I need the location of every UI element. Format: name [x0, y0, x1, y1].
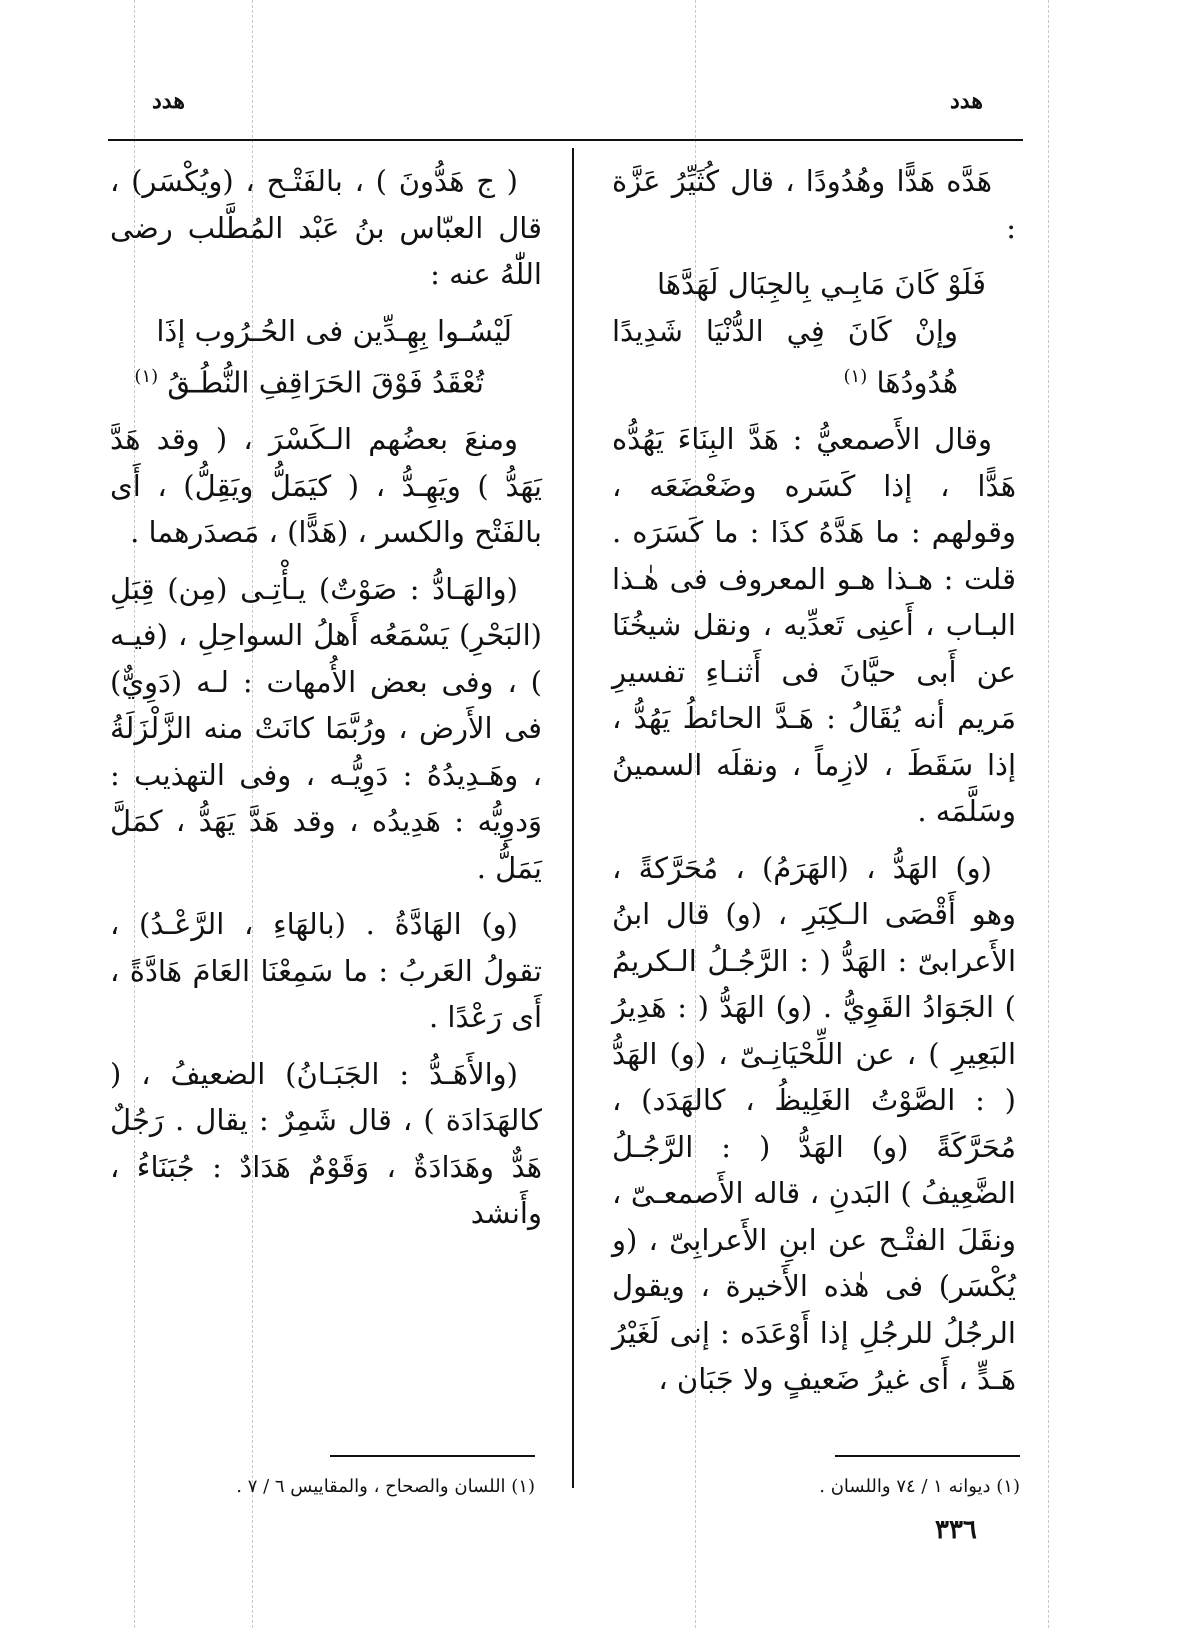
verse-second-hemistich — [110, 354, 512, 406]
page-number: ٣٣٦ — [935, 1515, 977, 1545]
footnote-marker: (١) — [843, 366, 868, 387]
margin-guide-right — [1048, 0, 1049, 1628]
poetry-verse — [612, 261, 1016, 406]
running-head-left: هدد — [152, 88, 185, 114]
verse-second-text: وإنْ كَانَ فِي الدُّنْيَا شَدِيدًا هُدُودُهَا — [612, 313, 958, 400]
paragraph: (والهَـادُّ : صَوْتٌ) يـأْتِـى (مِن) قِبَلِ (البَحْرِ) يَسْمَعُه أَهلُ السواحِلِ ، (فيـه ) ، وفى بعض الأُمهات : لـه (دَوِيٌّ) فى الأَرض ، ورُبَّمَا كانَتْ منه الزَّلْزَلَةُ ، وهَـدِيدُهُ : دَوِيُّـه ، وفى التهذيب : وَدوِيُّه : هَدِيدُه ، وقد هَدَّ يَهَدُّ ، كمَلَّ يَمَلُّ . — [110, 571, 542, 885]
paragraph: (و) الهَدُّ ، (الهَرَمُ) ، مُحَرَّكةً ، وهو أَقْصَى الـكِبَرِ ، (و) قال ابنُ الأَعرابىّ : الهَدُّ ( : الرَّجُـلُ الـكريمُ ) الجَوَادُ القَوِيُّ . (و) الهَدُّ ( : هَدِيرُ البَعِيرِ ) ، عن اللِّحْيَانِـىّ ، (و) الهَدُّ ( : الصَّوْتُ الغَلِيظُ ، كالهَدَد) ، مُحَرَّكَةً (و) الهَدُّ ( : الرَّجُـلُ الضَّعِيفُ ) البَدنِ ، قاله الأَصمعـىّ ، ونقَلَ الفتْـح عن ابنِ الأَعرابِىّ ، (و يُكْسَر) فى هٰذه الأَخيرة ، ويقول الرجُلُ للرجُلِ إذا أَوْعَدَه : إنى لَغَيْرُ هَـدٍّ ، أَى غيرُ ضَعيفٍ ولا جَبَان ، — [612, 850, 1016, 1397]
verse-second-text: تُعْقَدُ فَوْقَ الحَرَاقِفِ النُّطُـقُ — [167, 365, 484, 400]
paragraph: ( ج هَدُّونَ ) ، بالفَتْـح ، (ويُكْسَر) ، قال العبّاس بنُ عَبْد المُطَّلب رضى اللّٰهُ عنه : — [110, 164, 542, 291]
footnote-marker: (١) — [134, 366, 159, 387]
header-rule — [108, 139, 1023, 141]
paragraph: ومنعَ بعضُهم الـكَسْرَ ، ( وقد هَدَّ يَهَدُّ ) ويَهِـدُّ ، ( كيَمَلُّ ويَقِلُّ) ، أَى بالفَتْح والكسر ، (هَدًّا) ، مَصدَرهما . — [110, 422, 542, 550]
verse-first-hemistich: لَيْسُـوا بِهِـدِّين فى الحُـرُوب إذَا — [156, 313, 512, 348]
paragraph: هَدَّه هَدًّا وهُدُودًا ، قال كُثَيِّرُ عَزَّة : — [612, 164, 1016, 245]
running-head-right: هدد — [950, 88, 983, 114]
footnote-left: (١) اللسان والصحاح ، والمقاييس ٦ / ٧ . — [236, 1476, 535, 1497]
footnote-right: (١) ديوانه ١ / ٧٤ واللسان . — [819, 1476, 1020, 1497]
paragraph: (والأَهَـدُّ : الجَبَـانُ) الضعيفُ ، ( كالهَدَادَة ) ، قال شَمِرٌ : يقال . رَجُلٌ هَدٌّ وهَدَادَةٌ ، وَقَوْمٌ هَدَادٌ : جُبَنَاءُ ، وأَنشد — [110, 1056, 542, 1231]
right-column — [612, 158, 1016, 1413]
paragraph: وقال الأَصمعيُّ : هَدَّ البِنَاءَ يَهُدُّه هَدًّا ، إذا كَسَره وضَعْضَعَه ، وقولهم : ما هَدَّهُ كذَا : ما كَسَرَه . قلت : هـذا هـو المعروف فى هٰـذا البـاب ، أَعنِى تَعدِّيه ، ونقل شيخُنَا عن أَبى حيَّانَ فى أَثنـاءِ تفسيرِ مَريم أنه يُقَالُ : هَـدَّ الحائطُ يَهُدُّ ، إذا سَقَطَ ، لازِماً ، ونقلَه السمينُ وسَلَّمَه . — [612, 422, 1016, 829]
footnote-rule-right — [835, 1455, 1020, 1457]
footnote-rule-left — [330, 1455, 535, 1457]
verse-first-hemistich: فَلَوْ كَانَ مَابِـي بِالجِبَال لَهَدَّهَا — [656, 267, 986, 301]
paragraph: (و) الهَادَّةُ . (بالهَاءِ ، الرَّعْـدُ) ، تقولُ العَربُ : ما سَمِعْنَا العَامَ هَادَّةً ، أَى رَعْدًا . — [110, 907, 542, 1035]
verse-second-hemistich — [612, 308, 986, 407]
left-column — [110, 158, 542, 1247]
column-divider — [572, 148, 574, 1488]
poetry-verse — [110, 308, 542, 407]
